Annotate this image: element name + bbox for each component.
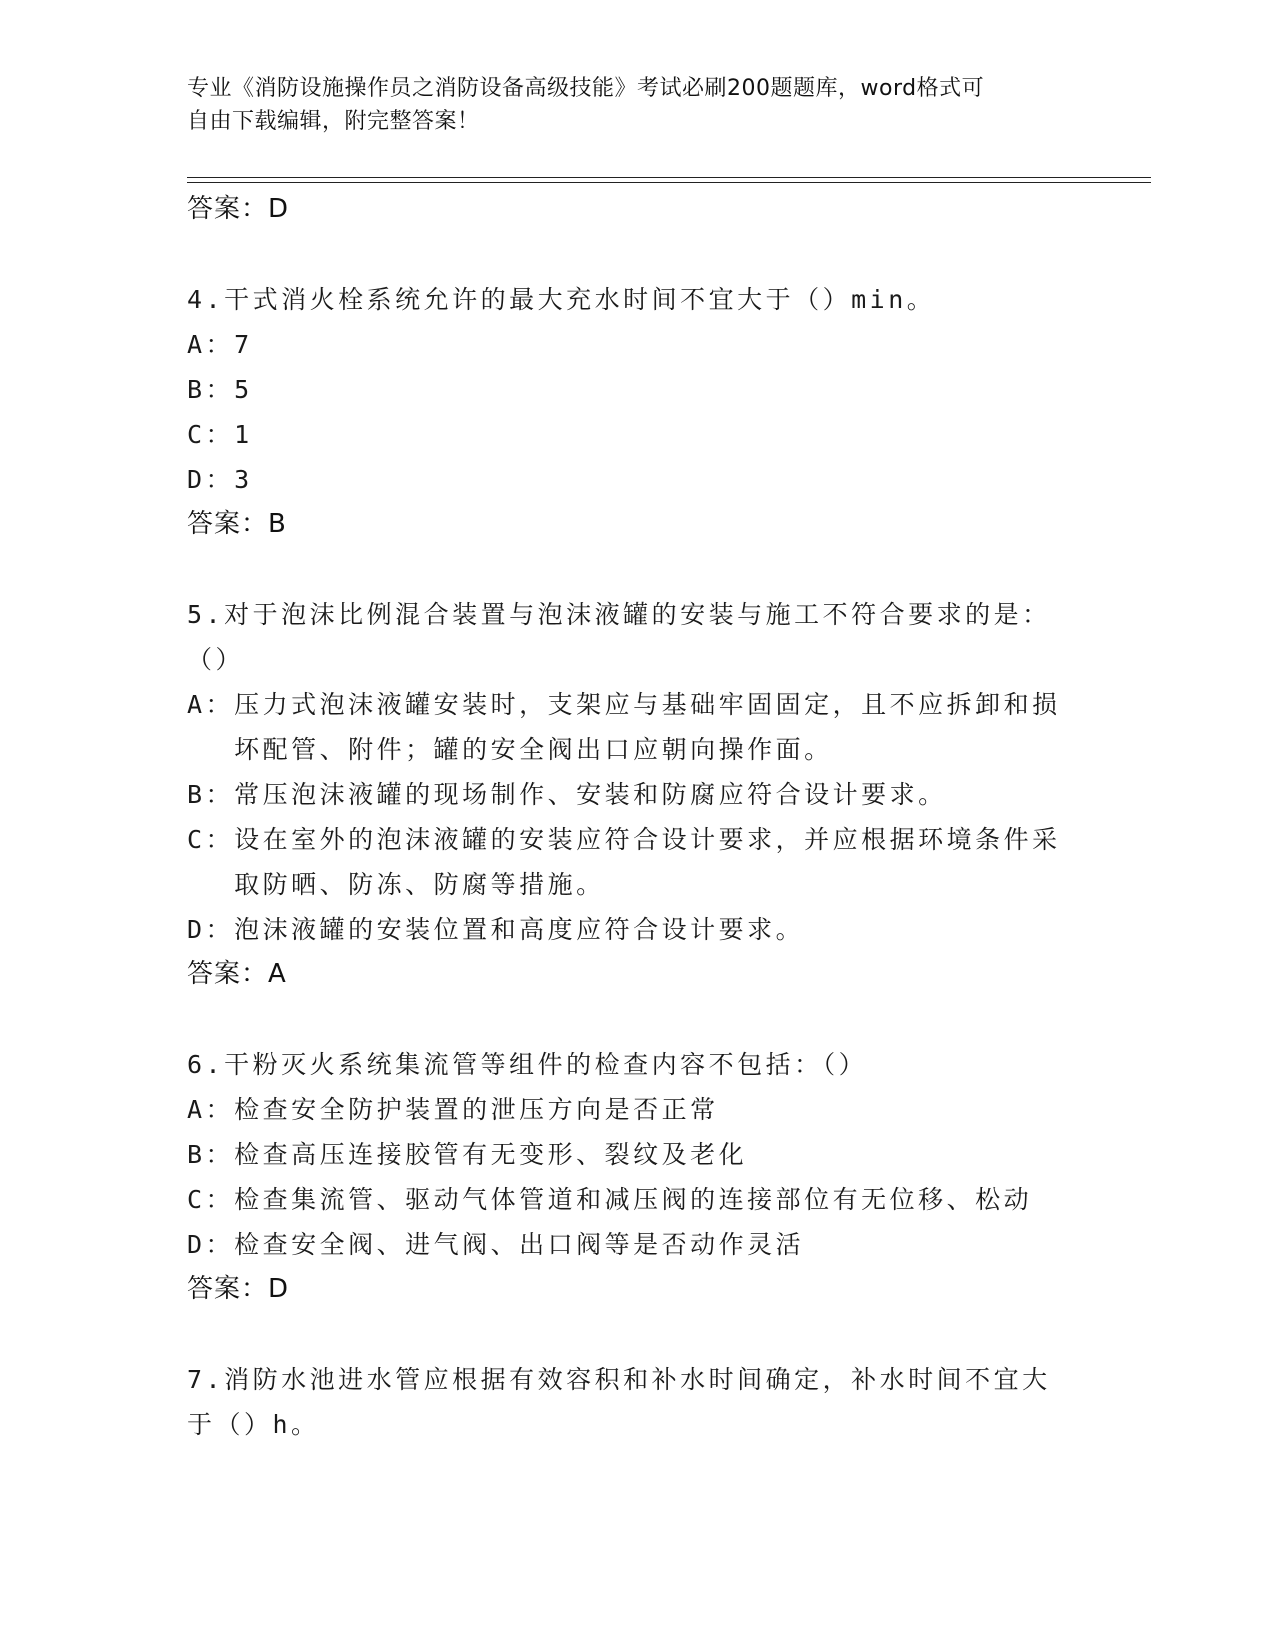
option-row — [187, 367, 1087, 412]
question-list — [187, 187, 1087, 1447]
option-text: 设在室外的泡沫液罐的安装应符合设计要求，并应根据环境条件采取防晒、防冻、防腐等措施。 — [234, 825, 1061, 899]
answer-line: 答案：A — [187, 959, 287, 989]
option-text: 检查安全阀、进气阀、出口阀等是否动作灵活 — [234, 1230, 805, 1259]
option-row — [187, 457, 1087, 502]
question-block — [187, 1042, 1087, 1312]
header-line-1: 专业《消防设施操作员之消防设备高级技能》考试必刷200题题库，word格式可 — [187, 76, 985, 101]
option-letter: A： — [187, 1095, 235, 1124]
header-line-2: 自由下载编辑，附完整答案！ — [187, 109, 480, 134]
option-text: 1 — [234, 420, 253, 449]
option-row — [187, 1177, 1087, 1222]
question-text: 4.干式消火栓系统允许的最大充水时间不宜大于（）min。 — [187, 285, 936, 314]
option-letter: B： — [187, 780, 235, 809]
question-block — [187, 1357, 1087, 1447]
option-text: 检查高压连接胶管有无变形、裂纹及老化 — [234, 1140, 748, 1169]
answer-line: 答案：D — [187, 194, 290, 224]
option-row — [187, 1087, 1087, 1132]
header-divider-bottom — [187, 182, 1151, 183]
option-row — [187, 1132, 1087, 1177]
answer-line: 答案：B — [187, 509, 287, 539]
option-letter: B： — [187, 375, 235, 404]
option-row — [187, 817, 1087, 907]
document-header — [187, 72, 1067, 138]
option-row — [187, 772, 1087, 817]
option-text: 常压泡沫液罐的现场制作、安装和防腐应符合设计要求。 — [234, 780, 947, 809]
option-text: 泡沫液罐的安装位置和高度应符合设计要求。 — [234, 915, 805, 944]
option-letter: B： — [187, 1140, 235, 1169]
option-text: 3 — [234, 465, 253, 494]
option-letter: C： — [187, 825, 235, 854]
option-letter: D： — [187, 465, 235, 494]
option-text: 5 — [234, 375, 253, 404]
option-row — [187, 682, 1087, 772]
option-letter: A： — [187, 690, 235, 719]
answer-line: 答案：D — [187, 1274, 290, 1304]
option-row — [187, 412, 1087, 457]
option-letter: A： — [187, 330, 235, 359]
option-letter: D： — [187, 915, 235, 944]
question-block — [187, 592, 1087, 997]
question-text: 7.消防水池进水管应根据有效容积和补水时间确定，补水时间不宜大 — [187, 1365, 1051, 1394]
option-row — [187, 322, 1087, 367]
option-text: 检查集流管、驱动气体管道和减压阀的连接部位有无位移、松动 — [234, 1185, 1033, 1214]
question-block — [187, 277, 1087, 547]
question-text: 5.对于泡沫比例混合装置与泡沫液罐的安装与施工不符合要求的是： — [187, 600, 1051, 629]
option-text: 检查安全防护装置的泄压方向是否正常 — [234, 1095, 719, 1124]
question-text: 于（）h。 — [187, 1410, 320, 1439]
option-row — [187, 907, 1087, 952]
question-text: （） — [187, 645, 245, 674]
option-text: 压力式泡沫液罐安装时，支架应与基础牢固固定，且不应拆卸和损坏配管、附件；罐的安全阀出口应朝向操作面。 — [234, 690, 1061, 764]
option-letter: C： — [187, 1185, 235, 1214]
header-divider-top — [187, 177, 1151, 178]
option-text: 7 — [234, 330, 253, 359]
question-text: 6.干粉灭火系统集流管等组件的检查内容不包括：（） — [187, 1050, 868, 1079]
option-letter: D： — [187, 1230, 235, 1259]
option-row — [187, 1222, 1087, 1267]
option-letter: C： — [187, 420, 235, 449]
